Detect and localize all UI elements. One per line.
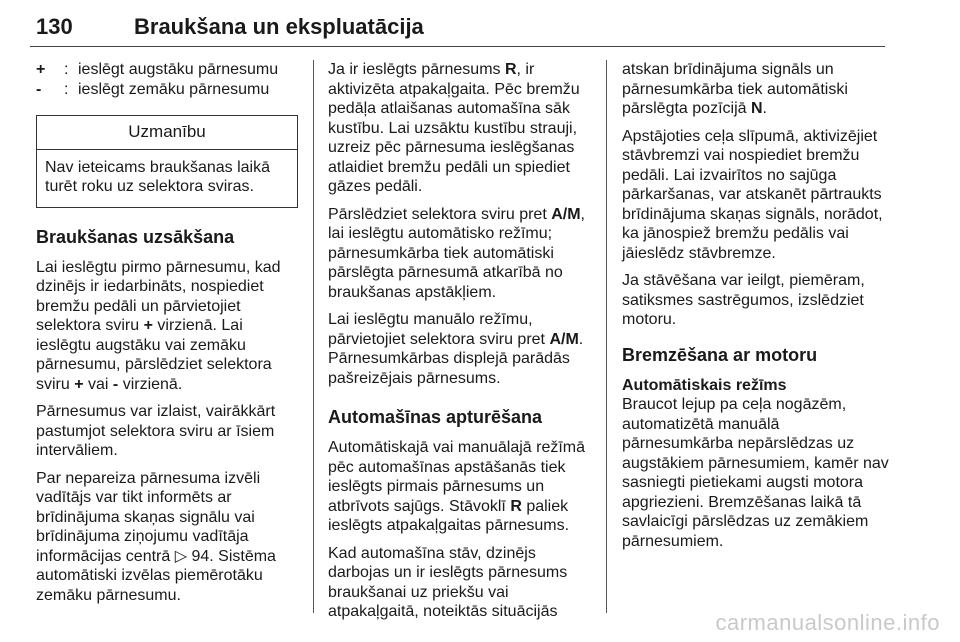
column-1 (36, 60, 298, 613)
key-colon: : (64, 61, 69, 78)
watermark: carmanualsonline.info (715, 610, 940, 635)
column-divider (313, 60, 314, 613)
page-reference[interactable]: 94 (191, 547, 210, 565)
paragraph: Automātiskajā vai manuālajā režīmā pēc automašīnas apstāšanās tiek ieslēgts pirmais pārnesums un atbrīvots sajūgs. Stāvoklī R paliek ieslēgts atpakaļgaitas pārnesums. (328, 439, 586, 534)
warning-notice (36, 115, 298, 208)
notice-body: Nav ieteicams braukšanas laikā turēt roku uz selektora sviras. (45, 158, 270, 195)
key-description: ieslēgt augstāku pārnesumu (78, 61, 279, 78)
paragraph: Braucot lejup pa ceļa nogāzēm, automatizētā manuālā pārnesumkārba nepārslēdzas uz augstākiem pārnesumiem, kamēr nav sasniegti pietiekami augsti motora apgriezieni. Bremzēšanas laikā tā savlaicīgi pārslēdzas uz zemākiem pārnesumiem. (622, 396, 889, 550)
paragraph: Kad automašīna stāv, dzinējs darbojas un ir ieslēgts pārnesums braukšanai uz priekšu vai atpakaļgaitā, noteiktās situācijās (328, 544, 568, 620)
section-heading: Automašīnas apturēšana (328, 407, 543, 427)
key-row-minus (36, 80, 298, 100)
paragraph: Pārnesumus var izlaist, vairākkārt pastumjot selektora sviru ar īsiem intervāliem. (36, 403, 276, 459)
key-symbol: + (36, 61, 46, 78)
notice-title: Uzmanību (37, 116, 297, 150)
page-ref-icon: ▷ (174, 547, 192, 565)
header-rule (30, 46, 885, 47)
paragraph: Ja stāvēšana var ieilgt, piemēram, satiksmes sastrēgumos, izslēdziet motoru. (622, 272, 865, 328)
paragraph: Par nepareiza pārnesuma izvēli vadītājs var tikt informēts ar brīdinājuma skaņas signālu vai brīdinājuma ziņojumu vadītāja informācijas centrā ▷ 94. Sistēma automātiski izvēlas piemērotāku zemāku pārnesumu. (36, 469, 276, 604)
page-number: 130 (36, 14, 73, 39)
section-heading: Braukšanas uzsākšana (36, 226, 235, 247)
column-2 (328, 60, 596, 630)
page-header (30, 14, 885, 44)
paragraph: Apstājoties ceļa slīpumā, aktivizējiet stāvbremzi vai nospiediet bremžu pedāli. Lai izvairītos no sajūga pārkaršanas, var atskanēt pārtraukts brīdinājuma skaņas signāls, norādot, ka jānospiež bremžu pedālis vai jāieslēdz stāvbremze. (622, 127, 883, 262)
section-heading: Bremzēšana ar motoru (622, 344, 818, 365)
subsection-heading: Automātiskais režīms (622, 376, 787, 394)
key-colon: : (64, 80, 69, 98)
key-description: ieslēgt zemāku pārnesumu (78, 80, 270, 98)
key-row-plus (36, 60, 298, 80)
column-divider (606, 60, 607, 613)
paragraph: Pārslēdziet selektora sviru pret A/M, lai ieslēgtu automātisko režīmu; pārnesumkārba tiek automātiski pārslēgta pārnesumā atkarībā no braukšanas apstākļiem. (328, 205, 585, 301)
paragraph: Lai ieslēgtu pirmo pārnesumu, kad dzinējs ir iedarbināts, nospiediet bremžu pedāli un pārvietojiet selektora sviru + virzienā. Lai ieslēgtu augstāku vai zemāku pārnesumu, pārslēdziet selektora sviru + vai - virzienā. (36, 258, 281, 393)
paragraph: Ja ir ieslēgts pārnesums R, ir aktivizēta atpakaļgaita. Pēc bremžu pedāļa atlaišanas automašīna sāk kustību. Lai uzsāktu kustību strauji, uzreiz pēc pārnesuma ieslēgšanas atlaidiet bremžu pedāli un spiediet gāzes pedāli. (328, 61, 580, 195)
paragraph: atskan brīdinājuma signāls un pārnesumkārba tiek automātiski pārslēgta pozīcijā N. (622, 61, 848, 117)
running-title: Braukšana un ekspluatācija (134, 14, 424, 39)
paragraph: Lai ieslēgtu manuālo režīmu, pārvietojiet selektora sviru pret A/M. Pārnesumkārbas displejā parādās pašreizējais pārnesums. (328, 311, 584, 387)
key-symbol: - (36, 80, 42, 98)
column-3 (622, 60, 892, 559)
